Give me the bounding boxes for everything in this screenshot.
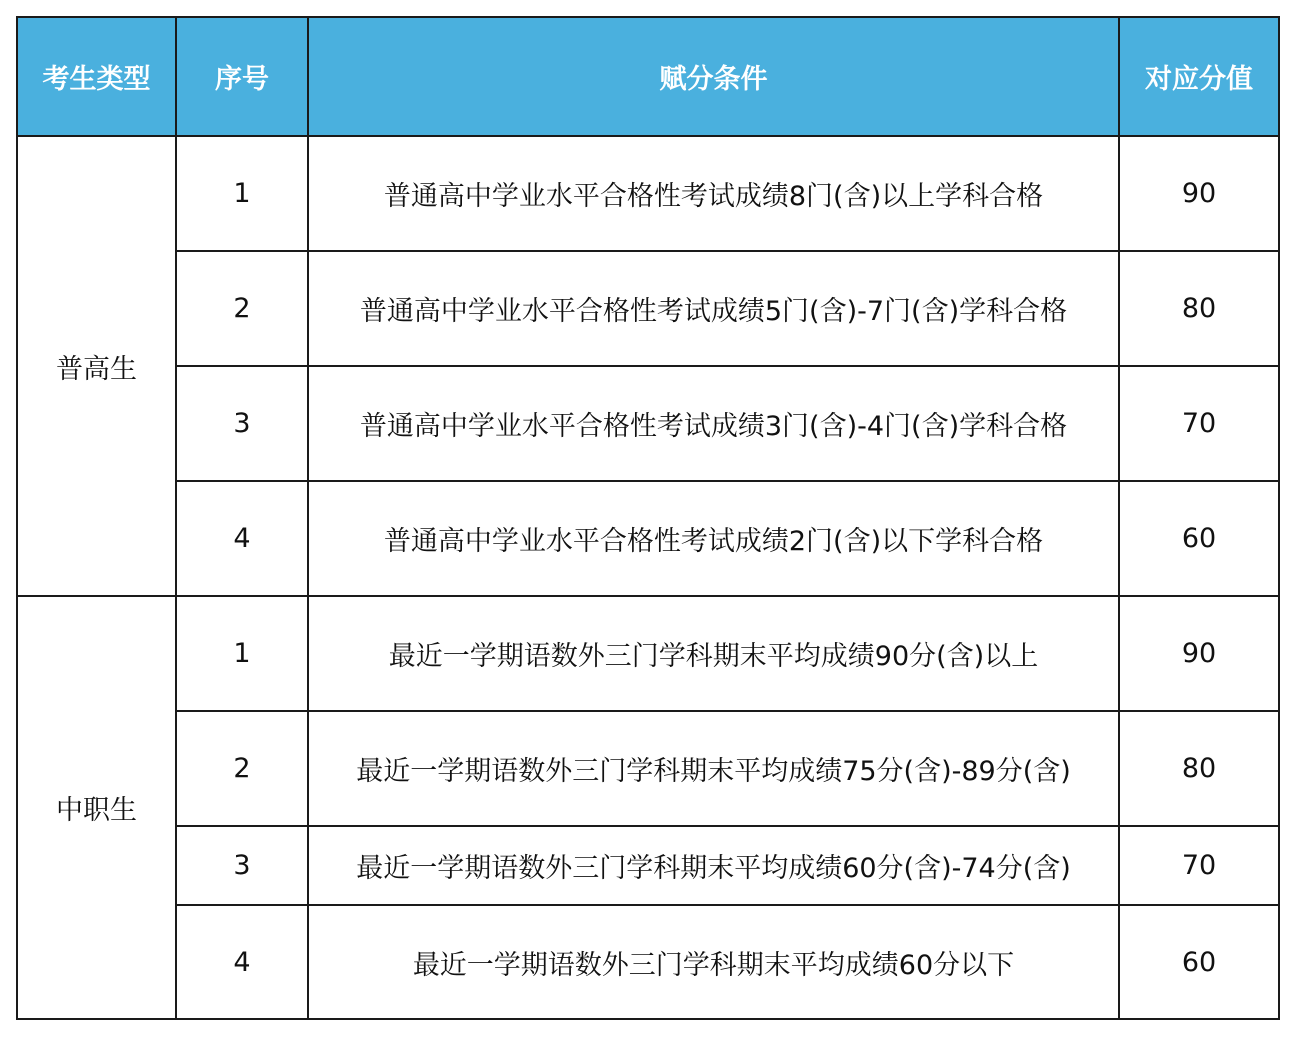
condition-cell: 普通高中学业水平合格性考试成绩3门(含)-4门(含)学科合格 [308, 366, 1119, 481]
index-cell: 1 [176, 596, 308, 711]
header-student-type: 考生类型 [17, 17, 176, 136]
condition-cell: 最近一学期语数外三门学科期末平均成绩60分以下 [308, 905, 1119, 1019]
score-cell: 80 [1119, 251, 1279, 366]
table-row [17, 826, 1279, 905]
condition-cell: 最近一学期语数外三门学科期末平均成绩60分(含)-74分(含) [308, 826, 1119, 905]
index-cell: 4 [176, 481, 308, 596]
score-cell: 60 [1119, 481, 1279, 596]
table-row [17, 251, 1279, 366]
score-cell: 80 [1119, 711, 1279, 826]
table-row [17, 596, 1279, 711]
header-index: 序号 [176, 17, 308, 136]
score-cell: 90 [1119, 596, 1279, 711]
condition-cell: 最近一学期语数外三门学科期末平均成绩75分(含)-89分(含) [308, 711, 1119, 826]
table-row [17, 711, 1279, 826]
condition-cell: 最近一学期语数外三门学科期末平均成绩90分(含)以上 [308, 596, 1119, 711]
header-row [17, 17, 1279, 136]
index-cell: 2 [176, 711, 308, 826]
index-cell: 4 [176, 905, 308, 1019]
table-row [17, 905, 1279, 1019]
score-cell: 90 [1119, 136, 1279, 251]
score-cell: 60 [1119, 905, 1279, 1019]
condition-cell: 普通高中学业水平合格性考试成绩8门(含)以上学科合格 [308, 136, 1119, 251]
table-row [17, 481, 1279, 596]
header-score: 对应分值 [1119, 17, 1279, 136]
table-row [17, 366, 1279, 481]
condition-cell: 普通高中学业水平合格性考试成绩5门(含)-7门(含)学科合格 [308, 251, 1119, 366]
condition-cell: 普通高中学业水平合格性考试成绩2门(含)以下学科合格 [308, 481, 1119, 596]
table-row [17, 136, 1279, 251]
student-type-cell: 普高生 [17, 136, 176, 596]
student-type-cell: 中职生 [17, 596, 176, 1019]
score-assignment-table [16, 16, 1280, 1020]
index-cell: 2 [176, 251, 308, 366]
index-cell: 1 [176, 136, 308, 251]
score-cell: 70 [1119, 826, 1279, 905]
score-cell: 70 [1119, 366, 1279, 481]
index-cell: 3 [176, 366, 308, 481]
index-cell: 3 [176, 826, 308, 905]
header-condition: 赋分条件 [308, 17, 1119, 136]
